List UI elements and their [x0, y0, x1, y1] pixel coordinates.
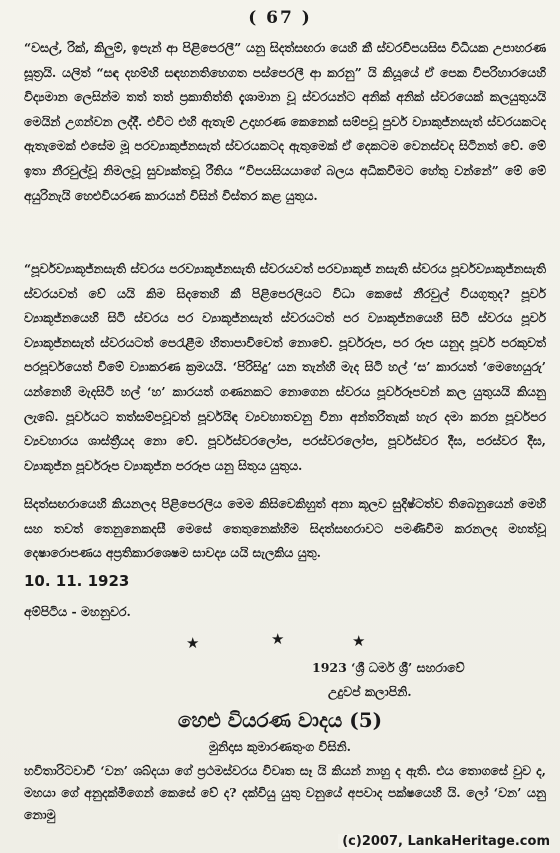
- body-paragraph-3: සිදත්සඟරායෙහි කියනලද පිළිපෙරලිය මෙම කිසිවෙකිහුත් අනා කූලව සුදිෂ්ටත්ව තිබෙනුයෙන් මෙහි සහ තවත් තෙනුනෙකදසී මෙසේ තෙතුනෙක්හිම සිදත්සඟරාවට පමණිවීම කරනලද මහත්වූ දෙෂාරොපණය අප්‍රතිකාරශෙෂම සාවද්‍ය යයි සැලකිය යුතු.: [24, 496, 546, 561]
- star-icon: ★: [352, 632, 366, 650]
- star-icon: ★: [271, 630, 285, 648]
- page-number: ( 67 ): [248, 8, 312, 28]
- source-citation: 1923 ‘ශ්‍රී ධර්ම ශ්‍රී’ සහරාවේ: [312, 660, 465, 675]
- article-title: හෙළු වියරණ වාදය (5): [177, 708, 383, 732]
- copyright-watermark: (c)2007, LankaHeritage.com: [338, 834, 550, 849]
- body-paragraph-1: “වසල්, රික්, කිලුම්, ඉපැන් ආ පිළිපෙරලී” යනු සිදත්සඟරා යෙහි කී ස්වරවිපයසිස විධියක උපාහරණ සූත්‍රයි. යලිත් “සඳ දහම්හි සඳහනතිහෙගත පස්පෙරලී ආ කරනු” යි කියූයේ ඒ පෙක විපරිහාරයෙහි විද්‍යමාන ලෙසින්ම තත් තත් ප්‍රකාතිත්ති දැශාමාන වූ ස්වරයන්ට අනික් අනික් ස්වරයෙක් කලයුතුයයි මෙයින් උගන්වන ලද්දී. එවිට එහි ඇතැම් උදාහරණ කෙනෙක් සම්පවූ පුර්ව ව්‍යාකුජ්නසැත් ස්වරයකටද ඇතැමෙක් එසේම මූ පරව්‍යාකුජ්නසැත් ස්වරයකටද ඇතුමෙක් ඒ දෙකටම වෙනස්වද සිටිනත් වේ. මේ ඉතා නීරවුල්වූ නිමලවූ සුව්‍යක්තවූ රීතිය “විපයසියයාගේ බලය අධිකවීමට හේතු වන්නේ” මේ මේ අයුරිනැයි හෙළුවියරණ කාරයන් විසින් විස්තර කළ යුතුය.: [24, 40, 546, 203]
- place-line: අම්පිටිය - මහනුවර.: [24, 604, 131, 619]
- section-divider: [0, 630, 560, 652]
- star-icon: ★: [186, 634, 200, 652]
- source-issue: උදුවප් කලාපිනි.: [328, 684, 412, 699]
- body-paragraph-2: “පූර්වව්‍යාකූජ්නසැති ස්වරය පරව්‍යාකූජ්නසැති ස්වරයවත් පරව්‍යාකූජ් නසැති ස්වරය පූර්වව්‍යාකූජ්නසැති ස්වරයවත් වේ යයි කිම සිදතෙහි කී පිළිපෙරලියට විධා කෙසේ නීරවුල් වියගුතුද? පූර්ව ව්‍යාකූජ්නයෙහි සිටි ස්වරය පර ව්‍යාකූජ්නසැත් ස්වරයටත් පර ව්‍යාකූජ්නයෙහි සිටි ස්වරය පූර්ව ව්‍යාකූජ්නසැත් ස්වරයටත් පෙරැළීම හිතාපාවිවෙත් නොවේ. පූර්වරූප, පර රූප යනුද පූර්ව පරකුවත් පරපූර්වයෙත් වීමේ ව්‍යාකරණ ක්‍රමයයි. ‘පිරිසිදු’ යන තැන්හි මැද සිටි හල් ‘ස’ කාරයත් ‘මෙහෙයුරු’ යන්නෙහි මැදසිටි හල් ‘හ’ කාරයත් ගණනකට නොගෙන ස්වරය පූර්වරූපවන් කල යුතුයයි කියනු ලැබේ. පූර්වයට තත්සම්පවූවත් පූර්වයිඳ ව්‍යවහාතවනු විනා අන්තරිතැක් හැර දමා කරන පූර්වපර ව්‍යවහාරය ශාස්ත්‍රීයද නො වේ. පූර්වස්වරලෝප, පරස්වරලෝප, පූර්වස්වර දීඝ, පරස්වර දීඝ, ව්‍යාකූජ්න පූර්වරූප ව්‍යාකූජ්න පරරූප යනු සිතුය යුතුය.: [24, 261, 546, 473]
- article-author: මුනිදාස කුමාරණතුංග විසිනි.: [209, 739, 351, 754]
- body-paragraph-4: හවිතාරිටවාචී ‘වන’ ශබ්දයා ගේ ප්‍රථමස්වරය විවෘත සෑ යි කියන් නාහු ද ඇති. එය තොගසේ වුව ද, මහයා ගේ අනුදක්මිගෙන් කෙසේ වේ ද? දක්වියු යුතු වනුයේ අපවාද පක්ෂයෙහි යි. ලෝ ‘වන’ යනු නොමු: [24, 763, 546, 822]
- date-line: 10. 11. 1923: [24, 572, 130, 590]
